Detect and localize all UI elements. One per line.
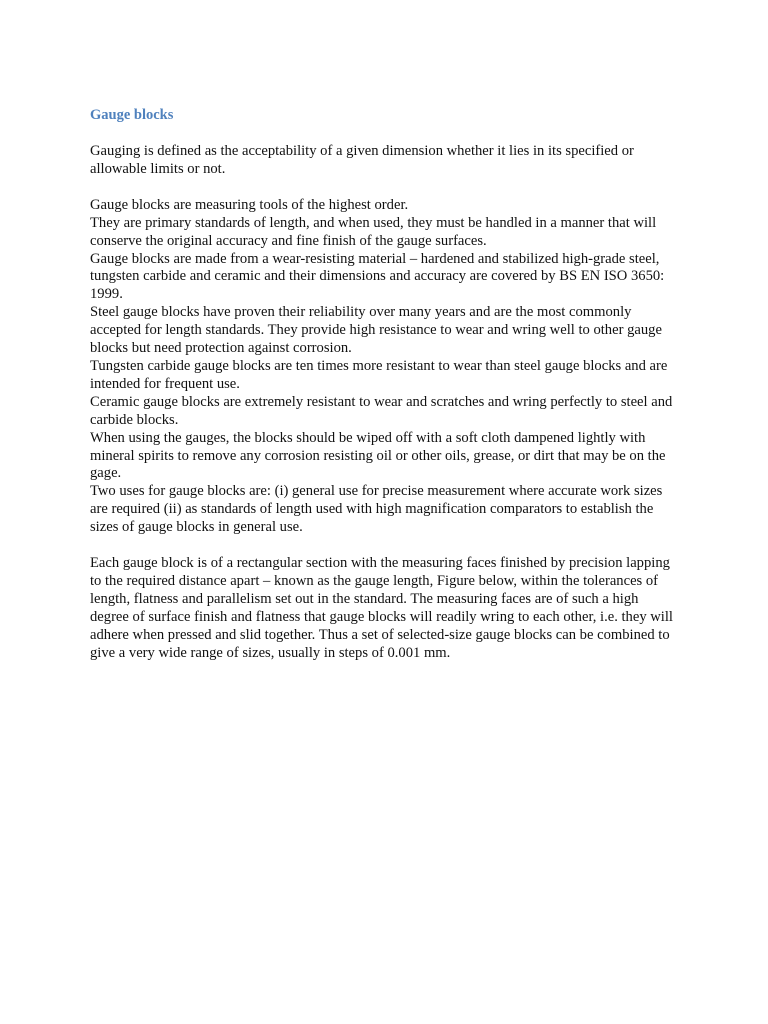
body-paragraph: Ceramic gauge blocks are extremely resistant to wear and scratches and wring perfectly to steel and carbide blocks. xyxy=(90,393,673,428)
intro-paragraph: Gauging is defined as the acceptability of a given dimension whether it lies in its specified or allowable limits or not. xyxy=(90,143,634,177)
body-paragraph: Gauge blocks are made from a wear-resisting material – hardened and stabilized high-grade steel, tungsten carbide and ceramic and their dimensions and accuracy are covered by BS EN ISO 3650: 1999. xyxy=(90,250,665,303)
body-paragraph: Gauge blocks are measuring tools of the highest order. xyxy=(90,196,409,213)
body-block xyxy=(90,197,680,537)
closing-block xyxy=(90,555,680,662)
document-title: Gauge blocks xyxy=(90,107,174,123)
intro-block xyxy=(90,143,680,179)
body-paragraph: Tungsten carbide gauge blocks are ten times more resistant to wear than steel gauge blocks and are intended for frequent use. xyxy=(90,357,668,392)
closing-paragraph: Each gauge block is of a rectangular section with the measuring faces finished by precision lapping to the required distance apart – known as the gauge length, Figure below, within the tolerances of length, flatness and parallelism set out in the standard. The measuring faces are of such a high degree of surface finish and flatness that gauge blocks will readily wring to each other, i.e. they will adhere when pressed and slid together. Thus a set of selected-size gauge blocks can be combined to give a very wide range of sizes, usually in steps of 0.001 mm. xyxy=(90,555,673,661)
body-paragraph: Steel gauge blocks have proven their reliability over many years and are the most commonly accepted for length standards. They provide high resistance to wear and wring well to other gauge blocks but need protection against corrosion. xyxy=(90,304,662,357)
body-paragraph: Two uses for gauge blocks are: (i) general use for precise measurement where accurate work sizes are required (ii) as standards of length used with high magnification comparators to establish the sizes of gauge blocks in general use. xyxy=(90,483,663,536)
document-page xyxy=(90,106,680,680)
body-paragraph: They are primary standards of length, and when used, they must be handled in a manner that will conserve the original accuracy and fine finish of the gauge surfaces. xyxy=(90,214,657,249)
body-paragraph: When using the gauges, the blocks should be wiped off with a soft cloth dampened lightly with mineral spirits to remove any corrosion resisting oil or other oils, grease, or dirt that may be on the gage. xyxy=(90,429,666,482)
